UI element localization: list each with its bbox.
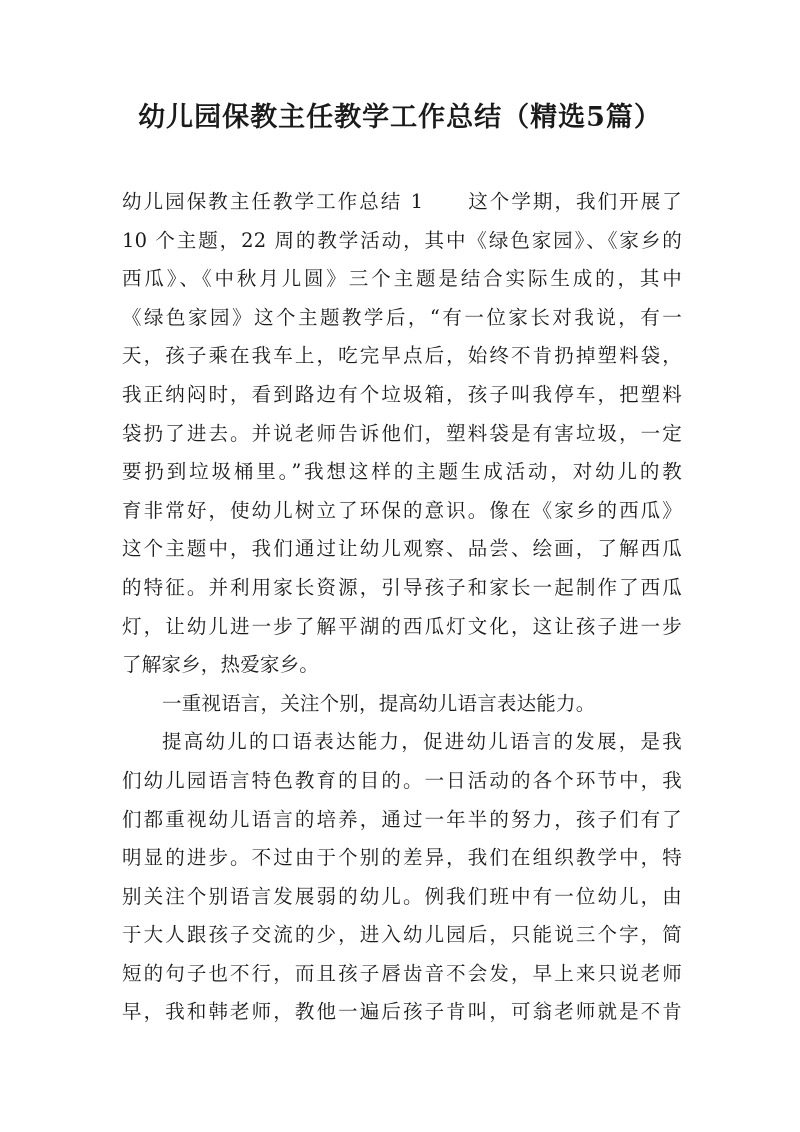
paragraph-1-line-1: 幼儿园保教主任教学工作总结 1 这个学期，我们开展了 [122, 190, 682, 213]
paragraph-3-line-4: 明显的进步。不过由于个别的差异，我们在组织教学中，特 [122, 846, 682, 870]
paragraph-3-line-7: 短的句子也不行，而且孩子唇齿音不会发，早上来只说老师 [122, 961, 682, 985]
paragraph-1-line-11: 的特征。并利用家长资源，引导孩子和家长一起制作了西瓜 [122, 575, 682, 599]
paragraph-1-line-13: 了解家乡，热爱家乡。 [122, 653, 320, 677]
paragraph-1-line-5: 天，孩子乘在我车上，吃完早点后，始终不肯扔掉塑料袋， [122, 344, 682, 368]
paragraph-1-line-12: 灯，让幼儿进一步了解平湖的西瓜灯文化，这让孩子进一步 [122, 614, 682, 638]
paragraph-1-line-10: 这个主题中，我们通过让幼儿观察、品尝、绘画，了解西瓜 [122, 537, 682, 561]
paragraph-1-line-7: 袋扔了进去。并说老师告诉他们，塑料袋是有害垃圾，一定 [122, 421, 682, 445]
paragraph-1-line-6: 我正纳闷时，看到路边有个垃圾箱，孩子叫我停车，把塑料 [122, 382, 682, 406]
paragraph-3-line-5: 别关注个别语言发展弱的幼儿。例我们班中有一位幼儿，由 [122, 884, 682, 908]
paragraph-3-line-3: 们都重视幼儿语言的培养，通过一年半的努力，孩子们有了 [122, 807, 682, 831]
paragraph-3-line-8: 早，我和韩老师，教他一遍后孩子肯叫，可翁老师就是不肯 [122, 1000, 682, 1024]
paragraph-2-line-1: 一重视语言，关注个别，提高幼儿语言表达能力。 [162, 691, 596, 715]
paragraph-3-line-1: 提高幼儿的口语表达能力，促进幼儿语言的发展，是我 [162, 730, 682, 754]
document-title: 幼儿园保教主任教学工作总结（精选5篇） [138, 102, 662, 133]
paragraph-1-line-9: 育非常好，使幼儿树立了环保的意识。像在《家乡的西瓜》 [122, 498, 682, 522]
paragraph-3-line-6: 于大人跟孩子交流的少，进入幼儿园后，只能说三个字，简 [122, 923, 682, 947]
paragraph-1-line-8: 要扔到垃圾桶里。”我想这样的主题生成活动，对幼儿的教 [122, 460, 682, 484]
paragraph-1-line-2: 10 个主题，22 周的教学活动，其中《绿色家园》、《家乡的 [122, 228, 682, 252]
paragraph-3-line-2: 们幼儿园语言特色教育的目的。一日活动的各个环节中，我 [122, 768, 682, 792]
document-body [122, 183, 682, 1032]
paragraph-1-line-4: 《绿色家园》这个主题教学后，“有一位家长对我说，有一 [122, 305, 682, 329]
paragraph-1-line-3: 西瓜》、《中秋月儿圆》三个主题是结合实际生成的，其中 [122, 267, 682, 291]
